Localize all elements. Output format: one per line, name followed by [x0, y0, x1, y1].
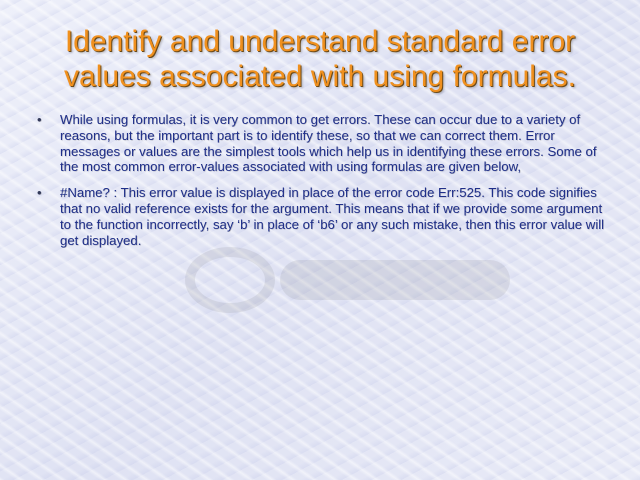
bullet-item: [34, 185, 612, 248]
slide-title: Identify and understand standard error values associated with using formulas.: [64, 25, 576, 93]
bullet-dot-icon: •: [37, 185, 42, 201]
bullet-dot-icon: •: [37, 112, 42, 127]
bullet-text: While using formulas, it is very common to get errors. These can occur due to a variety of reasons, but the important part is to identify these, so that we can correct them. Error messages or values are the simplest tools which help us in identifying these errors. Some of the most common error-values associated with using formulas are given below,: [60, 112, 597, 175]
bullet-list: [34, 112, 612, 258]
bullet-text: #Name? : This error value is displayed in place of the error code Err:525. This code signifies that no valid reference exists for the argument. This means that if we provide some argument to the function incorrectly, say ‘b’ in place of ‘b6’ or any such mistake, then this error value will get displayed.: [60, 185, 605, 248]
bullet-item: [34, 112, 612, 175]
